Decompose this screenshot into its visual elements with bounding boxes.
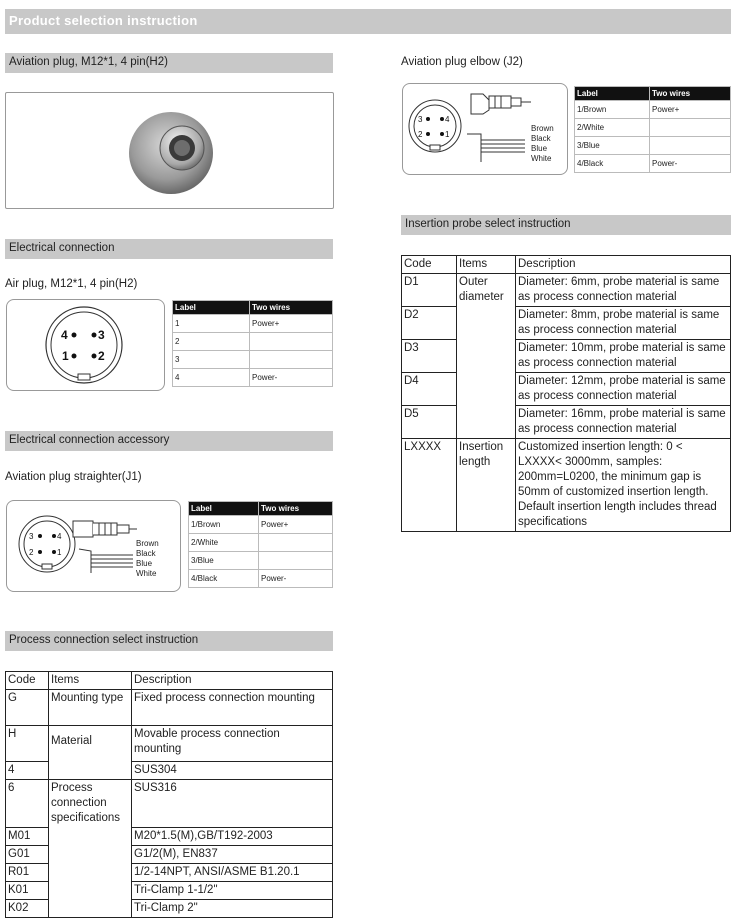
table-row: 1/Brown Power+ xyxy=(575,101,731,119)
elbow-wire-colors: Brown Black Blue White xyxy=(531,124,554,163)
svg-text:4: 4 xyxy=(445,115,450,124)
table-row: 3/Blue xyxy=(575,137,731,155)
table-row: 2/White xyxy=(189,534,333,552)
table-row: D5 Diameter: 16mm, probe material is same as process connection material xyxy=(402,406,731,439)
svg-text:3: 3 xyxy=(418,115,423,124)
pin-layout-diagram xyxy=(7,300,164,390)
table-row: LXXXX Insertion length Customized insertion length: 0 < LXXXX< 3000mm, samples: 200mm=L0200, the minimum gap is 50mm of customized insertion length. Default insertion length includes thread specifications xyxy=(402,439,731,532)
elbow-plug-wire-table: Label Two wires 1/Brown Power+ 2/White 3/Blue 4/Black Power- xyxy=(574,86,731,173)
page-title: Product selection instruction xyxy=(9,13,198,28)
table-row: K02 Tri-Clamp 2" xyxy=(6,899,333,917)
section-process-connection: Process connection select instruction xyxy=(5,631,333,651)
table-row: 2 xyxy=(173,333,333,351)
table-header-row: Code Items Description xyxy=(6,672,333,690)
table-row: 1/Brown Power+ xyxy=(189,516,333,534)
plug-photo-frame xyxy=(5,92,334,209)
section-aviation-plug: Aviation plug, M12*1, 4 pin(H2) xyxy=(5,53,333,73)
pin-label-3: 3 xyxy=(98,328,105,342)
table-row: K01 Tri-Clamp 1-1/2" xyxy=(6,881,333,899)
elbow-plug-diagram-frame xyxy=(402,83,568,175)
table-row: D4 Diameter: 12mm, probe material is same as process connection material xyxy=(402,373,731,406)
table-row: 2/White xyxy=(575,119,731,137)
svg-text:4: 4 xyxy=(57,532,62,541)
table-row: G Mounting type Fixed process connection mounting xyxy=(6,690,333,726)
table-row: D3 Diameter: 10mm, probe material is same as process connection material xyxy=(402,340,731,373)
section-electrical-accessory: Electrical connection accessory xyxy=(5,431,333,451)
section-insertion-probe: Insertion probe select instruction xyxy=(401,215,731,235)
elbow-plug-title: Aviation plug elbow (J2) xyxy=(401,56,523,68)
section-electrical-connection: Electrical connection xyxy=(5,239,333,259)
table-row: 3/Blue xyxy=(189,552,333,570)
svg-text:1: 1 xyxy=(445,130,450,139)
table-row: 1 Power+ xyxy=(173,315,333,333)
table-header-row: Code Items Description xyxy=(402,256,731,274)
pin-label-2: 2 xyxy=(98,349,105,363)
insertion-probe-table xyxy=(401,255,731,532)
svg-text:2: 2 xyxy=(418,130,423,139)
table-row: 4 Power- xyxy=(173,369,333,387)
svg-text:2: 2 xyxy=(29,548,34,557)
table-row: 4/Black Power- xyxy=(189,570,333,588)
svg-text:1: 1 xyxy=(57,548,62,557)
process-connection-table xyxy=(5,671,333,918)
svg-text:3: 3 xyxy=(29,532,34,541)
straight-wire-colors: Brown Black Blue White xyxy=(136,539,159,578)
table-row: M01 M20*1.5(M),GB/T192-2003 xyxy=(6,827,333,845)
table-row: R01 1/2-14NPT, ANSI/ASME B1.20.1 xyxy=(6,863,333,881)
air-plug-wire-table: Label Two wires 1 Power+ 2 3 4 Power- xyxy=(172,300,333,387)
air-plug-title: Air plug, M12*1, 4 pin(H2) xyxy=(5,278,138,290)
straight-plug-wire-table: Label Two wires 1/Brown Power+ 2/White 3/Blue 4/Black Power- xyxy=(188,501,333,588)
straight-plug-diagram-frame xyxy=(6,500,181,592)
table-row: 6 Process connection specifications SUS316 xyxy=(6,780,333,828)
pin-label-1: 1 xyxy=(62,349,69,363)
air-plug-diagram-frame xyxy=(6,299,165,391)
table-row: D1 Outer diameter Diameter: 6mm, probe material is same as process connection material xyxy=(402,274,731,307)
table-row: H Material Movable process connection mounting xyxy=(6,726,333,762)
pin-label-4: 4 xyxy=(61,328,68,342)
table-row: 3 xyxy=(173,351,333,369)
table-row: D2 Diameter: 8mm, probe material is same as process connection material xyxy=(402,307,731,340)
table-row: 4 SUS304 xyxy=(6,762,333,780)
table-row: 4/Black Power- xyxy=(575,155,731,173)
straight-plug-title: Aviation plug straighter(J1) xyxy=(5,471,142,483)
table-row: G01 G1/2(M), EN837 xyxy=(6,845,333,863)
aviation-plug-image xyxy=(6,93,333,208)
page-header-bar xyxy=(5,9,731,34)
